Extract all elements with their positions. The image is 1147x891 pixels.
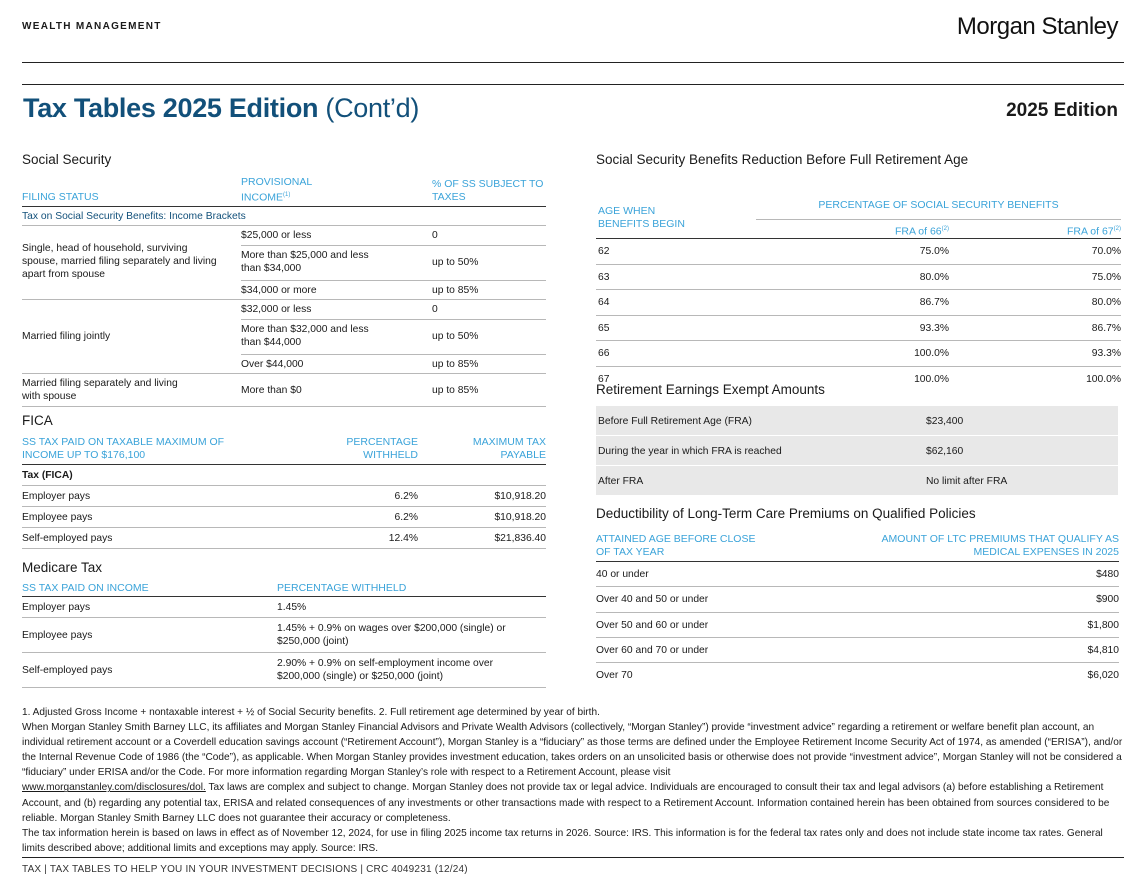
column-header: ATTAINED AGE BEFORE CLOSE OF TAX YEAR <box>596 533 756 558</box>
income-range: $25,000 or less <box>241 230 312 241</box>
table-row <box>596 239 1121 264</box>
fica-table <box>22 413 546 549</box>
table-row: Before Full Retirement Age (FRA) $23,400 <box>596 406 1118 435</box>
income-range: $34,000 or more <box>241 285 317 296</box>
income-range: More than $25,000 and less than $34,000 <box>241 250 369 274</box>
edition-label: 2025 Edition <box>1006 100 1118 121</box>
fra67-cell: 100.0% <box>1086 373 1121 385</box>
footnote-line: 1. Adjusted Gross Income + nontaxable interest + ½ of Social Security benefits. 2. Full retirement age determined by year of birth. <box>22 707 600 718</box>
earnings-exempt-table <box>596 382 1118 495</box>
column-header: AGE WHEN BENEFITS BEGIN <box>598 205 685 230</box>
column-header: SS TAX PAID ON INCOME <box>22 582 149 594</box>
income-range: Over $44,000 <box>241 359 304 370</box>
section-heading: Deductibility of Long-Term Care Premiums on Qualified Policies <box>596 506 976 521</box>
table-row: After FRA No limit after FRA <box>596 466 1118 495</box>
column-header: PROVISIONAL INCOME$^{(1)}$ <box>241 175 312 203</box>
section-label: WEALTH MANAGEMENT <box>22 21 162 32</box>
age-cell: Over 70 <box>596 670 633 682</box>
column-group-header: PERCENTAGE OF SOCIAL SECURITY BENEFITS <box>818 199 1059 211</box>
table-row: Employee pays 1.45% + 0.9% on wages over $200,000 (single) or $250,000 (joint) <box>22 623 506 647</box>
section-heading: Retirement Earnings Exempt Amounts <box>596 382 825 397</box>
amount-cell: $480 <box>1096 569 1119 580</box>
table-row <box>596 341 1121 366</box>
column-header: FRA of 66$^{(2)}$ <box>894 225 949 238</box>
header-divider <box>22 62 1124 63</box>
percent-taxed: up to 85% <box>432 285 479 296</box>
age-cell: 40 or under <box>596 569 649 580</box>
age-cell: 63 <box>598 271 610 283</box>
table-row <box>596 316 1121 341</box>
table-row-group <box>22 300 546 373</box>
table-row <box>596 587 1119 611</box>
percent-taxed: up to 85% <box>432 385 479 396</box>
column-header: FRA of 67$^{(2)}$ <box>1066 225 1121 238</box>
fra66-cell: 80.0% <box>919 271 949 283</box>
percent-taxed: up to 50% <box>432 331 479 342</box>
table-row-group <box>22 226 546 299</box>
table-subheading: Tax on Social Security Benefits: Income Brackets <box>22 211 246 222</box>
benefits-reduction-table <box>596 152 1121 391</box>
percent-taxed: 0 <box>432 230 438 241</box>
amount-cell: $4,810 <box>1087 644 1119 656</box>
disclosure-paragraph: When Morgan Stanley Smith Barney LLC, its affiliates and Morgan Stanley Financial Advisors and Private Wealth Advisors (collectively, “Morgan Stanley”) provide “investment advice” regarding a retirement or welfare benefit plan account, an individual retirement account or a Coverdell education savings account (“Retirement Account”), Morgan Stanley is a “fiduciary” as those terms are defined under the Employee Retirement Income Security Act of 1974, as amended (“ERISA”), and/or the Internal Revenue Code of 1986 (the “Code”), as applicable. When Morgan Stanley provides investment education, takes orders on an unsolicited basis or otherwise does not provide “investment advice”, Morgan Stanley will not be considered a “fiduciary” under ERISA and/or the Code. For more information regarding Morgan Stanley’s role with respect to a Retirement Account, please visit www.morganstanley.com/disclosures/dol. Tax laws are complex and subject to change. Morgan Stanley does not provide tax or legal advice. Individuals are encouraged to consult their tax and legal advisors (a) before establishing a Retirement Account, and (b) regarding any potential tax, ERISA and related consequences of any investments or other transactions made with respect to a Retirement Account. Information contained herein has been obtained from sources considered to be reliable. Morgan Stanley Smith Barney LLC does not guarantee their accuracy or completeness. <box>22 722 1123 824</box>
fra67-cell: 93.3% <box>1091 348 1121 359</box>
fra66-cell: 100.0% <box>914 348 949 359</box>
filing-status: Single, head of household, surviving spouse, married filing separately and living apart from spouse <box>22 243 217 280</box>
table-row <box>596 638 1119 662</box>
column-header: FILING STATUS <box>22 191 99 203</box>
column-header: MAXIMUM TAX PAYABLE <box>472 436 546 461</box>
amount-cell: $6,020 <box>1087 670 1119 682</box>
filing-status: Married filing jointly <box>22 331 111 342</box>
fra67-cell: 86.7% <box>1091 322 1121 334</box>
brand-logo: Morgan Stanley <box>956 13 1118 40</box>
medicare-table <box>22 560 546 688</box>
fra66-cell: 93.3% <box>919 322 949 334</box>
income-range: $32,000 or less <box>241 304 312 315</box>
age-cell: 65 <box>598 322 610 334</box>
percent-taxed: up to 50% <box>432 257 479 268</box>
age-cell: 66 <box>598 348 610 359</box>
ltc-premiums-table <box>596 506 1119 687</box>
section-heading: Medicare Tax <box>22 560 103 575</box>
fra66-cell: 75.0% <box>919 246 949 257</box>
filing-status: Married filing separately and living with spouse <box>22 378 178 402</box>
table-subheading: Tax (FICA) <box>22 470 73 481</box>
income-range: More than $0 <box>241 385 302 396</box>
table-row <box>596 613 1119 637</box>
percent-taxed: up to 85% <box>432 359 479 370</box>
disclosure-link[interactable]: www.morganstanley.com/disclosures/dol. <box>22 782 206 794</box>
table-row: Employer pays 6.2% $10,918.20 <box>22 491 546 502</box>
column-header: PERCENTAGE WITHHELD <box>346 436 418 461</box>
table-row <box>596 290 1121 315</box>
table-row <box>596 663 1119 687</box>
table-row: Employer pays 1.45% <box>22 602 307 613</box>
page-footer: TAX | TAX TABLES TO HELP YOU IN YOUR INVESTMENT DECISIONS | CRC 4049231 (12/24) <box>22 864 468 875</box>
age-cell: 62 <box>598 246 610 257</box>
title-divider <box>22 84 1124 85</box>
table-row: During the year in which FRA is reached $62,160 <box>596 436 1118 465</box>
income-range: More than $32,000 and less than $44,000 <box>241 324 369 348</box>
column-header: % OF SS SUBJECT TO TAXES <box>432 178 544 203</box>
age-cell: Over 60 and 70 or under <box>596 644 709 656</box>
disclosure-paragraph: The tax information herein is based on laws in effect as of November 12, 2024, for use in filing 2025 income tax returns in 2026. Source: IRS. This information is for the federal tax rates only and does not include state income tax rates. General limits described above; additional limits and exceptions may apply. Source: IRS. <box>22 827 1103 854</box>
age-cell: Over 40 and 50 or under <box>596 594 709 606</box>
page-title: Tax Tables 2025 Edition (Cont’d) <box>23 93 420 123</box>
age-cell: Over 50 and 60 or under <box>596 619 709 631</box>
table-row <box>596 265 1121 290</box>
fra67-cell: 70.0% <box>1091 246 1121 257</box>
age-cell: 64 <box>598 297 610 308</box>
fra66-cell: 86.7% <box>919 297 949 308</box>
amount-cell: $900 <box>1096 594 1119 606</box>
table-row <box>596 562 1119 586</box>
percent-taxed: 0 <box>432 304 438 315</box>
fra66-cell: 100.0% <box>914 373 949 385</box>
fra67-cell: 80.0% <box>1091 297 1121 308</box>
section-heading: FICA <box>22 413 53 428</box>
age-cell: 67 <box>598 373 610 385</box>
column-header: SS TAX PAID ON TAXABLE MAXIMUM OF INCOME UP TO $176,100 <box>22 436 225 461</box>
table-row: Self-employed pays 12.4% $21,836.40 <box>22 533 546 544</box>
table-row-group <box>22 374 546 406</box>
table-row: Employee pays 6.2% $10,918.20 <box>22 512 546 523</box>
section-heading: Social Security <box>22 152 112 167</box>
table-row: Self-employed pays 2.90% + 0.9% on self-employment income over $200,000 (single) or $250,000 (joint) <box>22 658 494 682</box>
social-security-table <box>22 152 546 407</box>
fra67-cell: 75.0% <box>1091 271 1121 283</box>
disclosures <box>22 705 1126 856</box>
footer-divider <box>22 857 1124 858</box>
section-heading: Social Security Benefits Reduction Before Full Retirement Age <box>596 152 969 167</box>
amount-cell: $1,800 <box>1087 619 1119 631</box>
column-header: AMOUNT OF LTC PREMIUMS THAT QUALIFY AS MEDICAL EXPENSES IN 2025 <box>881 533 1119 558</box>
column-header: PERCENTAGE WITHHELD <box>277 582 407 594</box>
